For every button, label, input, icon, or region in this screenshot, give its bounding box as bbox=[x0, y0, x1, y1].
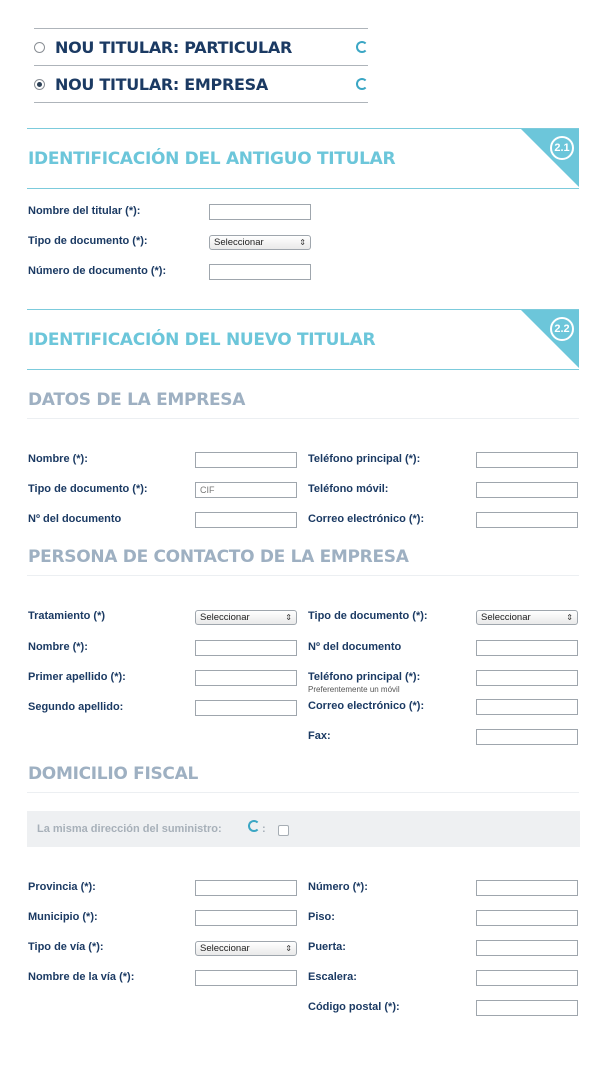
section-title-old-holder: IDENTIFICACIÓN DEL ANTIGUO TITULAR bbox=[28, 149, 396, 169]
company-doc-type-field[interactable]: CIF bbox=[195, 482, 297, 498]
contact-surname2-input[interactable] bbox=[195, 700, 297, 716]
old-holder-name-label: Nombre del titular (*): bbox=[28, 205, 141, 217]
subsection-line bbox=[27, 575, 579, 576]
company-name-input[interactable] bbox=[195, 452, 297, 468]
municipality-input[interactable] bbox=[195, 910, 297, 926]
postal-code-label: Código postal (*): bbox=[308, 1001, 400, 1013]
door-label: Puerta: bbox=[308, 941, 346, 953]
contact-doc-type-select[interactable] bbox=[476, 610, 578, 625]
province-input[interactable] bbox=[195, 880, 297, 896]
select-arrows-icon: ⇕ bbox=[566, 613, 573, 622]
subsection-title-contact: PERSONA DE CONTACTO DE LA EMPRESA bbox=[28, 547, 409, 567]
postal-code-input[interactable] bbox=[476, 1000, 578, 1016]
option-empresa[interactable] bbox=[34, 66, 368, 102]
street-name-label: Nombre de la vía (*): bbox=[28, 971, 135, 983]
section-number: 2.2 bbox=[550, 317, 574, 341]
floor-label: Piso: bbox=[308, 911, 335, 923]
option-empresa-label: NOU TITULAR: EMPRESA bbox=[55, 74, 268, 94]
stair-input[interactable] bbox=[476, 970, 578, 986]
subsection-title-fiscal: DOMICILIO FISCAL bbox=[28, 764, 198, 784]
contact-name-label: Nombre (*): bbox=[28, 641, 88, 653]
section-bottom-line bbox=[27, 369, 579, 370]
select-arrows-icon: ⇕ bbox=[285, 944, 292, 953]
contact-name-input[interactable] bbox=[195, 640, 297, 656]
contact-fax-label: Fax: bbox=[308, 730, 331, 742]
old-doc-type-label: Tipo de documento (*): bbox=[28, 235, 148, 247]
contact-treatment-select[interactable] bbox=[195, 610, 297, 625]
refresh-icon[interactable] bbox=[356, 78, 368, 90]
contact-fax-input[interactable] bbox=[476, 729, 578, 745]
radio-empresa[interactable] bbox=[34, 79, 45, 90]
old-doc-type-value: Seleccionar bbox=[214, 237, 264, 248]
contact-phone-hint: Preferentemente un móvil bbox=[308, 685, 400, 694]
number-input[interactable] bbox=[476, 880, 578, 896]
company-name-label: Nombre (*): bbox=[28, 453, 88, 465]
old-doc-type-select[interactable] bbox=[209, 235, 311, 250]
contact-doc-type-value: Seleccionar bbox=[481, 612, 531, 623]
municipality-label: Municipio (*): bbox=[28, 911, 98, 923]
contact-doc-number-input[interactable] bbox=[476, 640, 578, 656]
section-title-new-holder: IDENTIFICACIÓN DEL NUEVO TITULAR bbox=[28, 330, 376, 350]
street-name-input[interactable] bbox=[195, 970, 297, 986]
contact-surname2-label: Segundo apellido: bbox=[28, 701, 124, 713]
subsection-title-company: DATOS DE LA EMPRESA bbox=[28, 390, 246, 410]
contact-doc-number-label: Nº del documento bbox=[308, 641, 402, 653]
subsection-line bbox=[27, 418, 579, 419]
section-number: 2.1 bbox=[550, 136, 574, 160]
stair-label: Escalera: bbox=[308, 971, 357, 983]
contact-surname1-input[interactable] bbox=[195, 670, 297, 686]
old-holder-name-input[interactable] bbox=[209, 204, 311, 220]
company-doc-number-input[interactable] bbox=[195, 512, 297, 528]
section-top-line bbox=[27, 309, 579, 310]
company-doc-type-label: Tipo de documento (*): bbox=[28, 483, 148, 495]
street-type-value: Seleccionar bbox=[200, 943, 250, 954]
section-bottom-line bbox=[27, 188, 579, 189]
contact-phone-input[interactable] bbox=[476, 670, 578, 686]
number-label: Número (*): bbox=[308, 881, 368, 893]
contact-email-input[interactable] bbox=[476, 699, 578, 715]
door-input[interactable] bbox=[476, 940, 578, 956]
option-particular-label: NOU TITULAR: PARTICULAR bbox=[55, 37, 293, 57]
contact-email-label: Correo electrónico (*): bbox=[308, 700, 425, 712]
divider bbox=[34, 102, 368, 103]
contact-phone-label: Teléfono principal (*): bbox=[308, 671, 421, 683]
same-address-checkbox[interactable] bbox=[278, 825, 289, 836]
refresh-icon[interactable] bbox=[356, 41, 368, 53]
subsection-line bbox=[27, 792, 579, 793]
province-label: Provincia (*): bbox=[28, 881, 96, 893]
select-arrows-icon: ⇕ bbox=[285, 613, 292, 622]
same-address-label: La misma dirección del suministro: bbox=[37, 823, 222, 835]
radio-particular[interactable] bbox=[34, 42, 45, 53]
company-doc-number-label: Nº del documento bbox=[28, 513, 122, 525]
colon-separator: : bbox=[262, 823, 266, 835]
section-ribbon bbox=[521, 129, 579, 187]
contact-treatment-label: Tratamiento (*) bbox=[28, 610, 106, 622]
contact-doc-type-label: Tipo de documento (*): bbox=[308, 610, 428, 622]
section-ribbon bbox=[521, 310, 579, 368]
old-doc-number-input[interactable] bbox=[209, 264, 311, 280]
section-top-line bbox=[27, 128, 579, 129]
option-particular[interactable] bbox=[34, 29, 368, 65]
contact-surname1-label: Primer apellido (*): bbox=[28, 671, 126, 683]
company-phone-input[interactable] bbox=[476, 452, 578, 468]
street-type-select[interactable] bbox=[195, 941, 297, 956]
company-phone-label: Teléfono principal (*): bbox=[308, 453, 421, 465]
street-type-label: Tipo de vía (*): bbox=[28, 941, 104, 953]
refresh-icon[interactable] bbox=[248, 820, 260, 832]
old-doc-number-label: Número de documento (*): bbox=[28, 265, 167, 277]
company-mobile-label: Teléfono móvil: bbox=[308, 483, 389, 495]
select-arrows-icon: ⇕ bbox=[299, 238, 306, 247]
contact-treatment-value: Seleccionar bbox=[200, 612, 250, 623]
company-email-input[interactable] bbox=[476, 512, 578, 528]
company-mobile-input[interactable] bbox=[476, 482, 578, 498]
floor-input[interactable] bbox=[476, 910, 578, 926]
company-email-label: Correo electrónico (*): bbox=[308, 513, 425, 525]
